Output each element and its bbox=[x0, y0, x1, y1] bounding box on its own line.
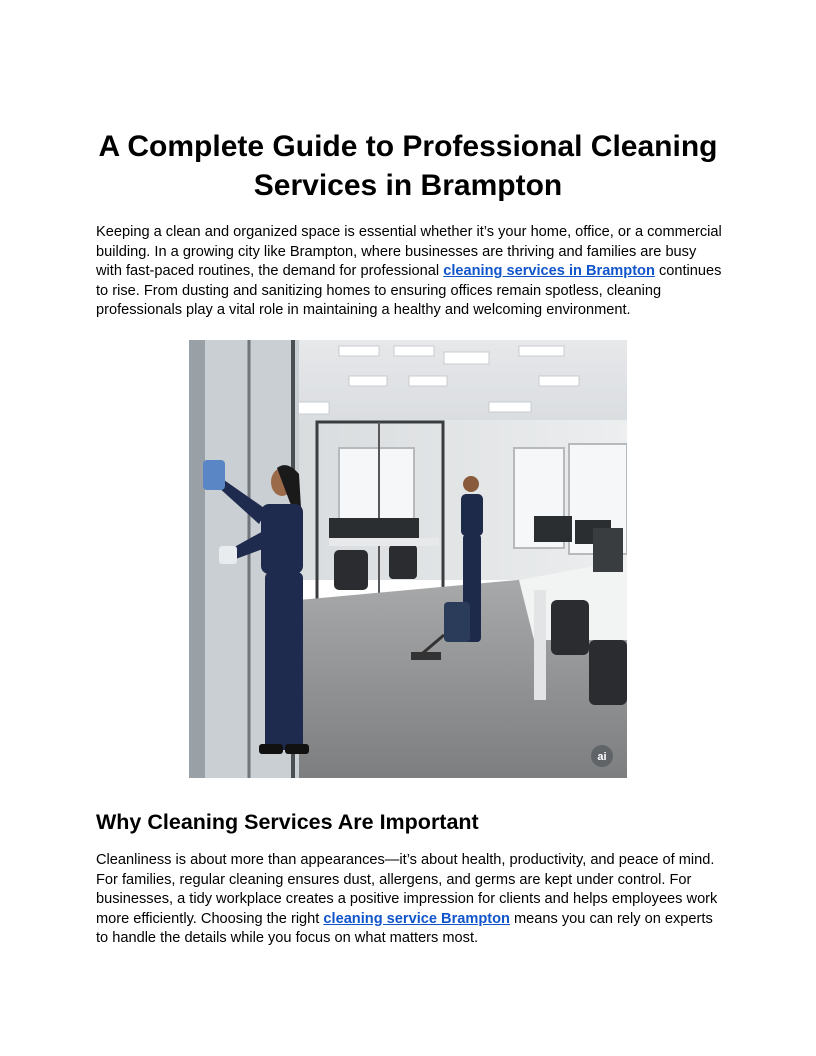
section-text-part-2: means you can rely on experts to handle the details while you focus on what matters most. bbox=[96, 910, 713, 947]
cleaning-services-link[interactable]: cleaning services in Brampton bbox=[443, 263, 655, 280]
intro-text-part-1: Keeping a clean and organized space is essential whether it’s your home, office, or a commercial building. In a growing city like Brampton, where businesses are thriving and families are busy with fast-paced routines, the demand for professional bbox=[96, 224, 722, 280]
section-paragraph bbox=[96, 851, 722, 949]
ai-badge: ai bbox=[597, 751, 607, 763]
cleaning-service-link[interactable]: cleaning service Brampton bbox=[323, 910, 510, 927]
section-heading: Why Cleaning Services Are Important bbox=[96, 810, 479, 834]
section-text-part-1: Cleanliness is about more than appearances—it’s about health, productivity, and peace of mind. For families, regular cleaning ensures dust, allergens, and germs are kept under control. For businesses, a tidy workplace creates a positive impression for clients and helps employees work more efficiently. Choosing the right bbox=[96, 852, 718, 927]
page-title: A Complete Guide to Professional Cleaning Services in Brampton bbox=[98, 130, 718, 202]
intro-text-part-2: continues to rise. From dusting and sanitizing homes to ensuring offices remain spotless, cleaning professionals play a vital role in maintaining a healthy and welcoming environment. bbox=[96, 263, 722, 319]
office-cleaning-photo bbox=[189, 340, 627, 778]
intro-paragraph bbox=[96, 223, 722, 321]
